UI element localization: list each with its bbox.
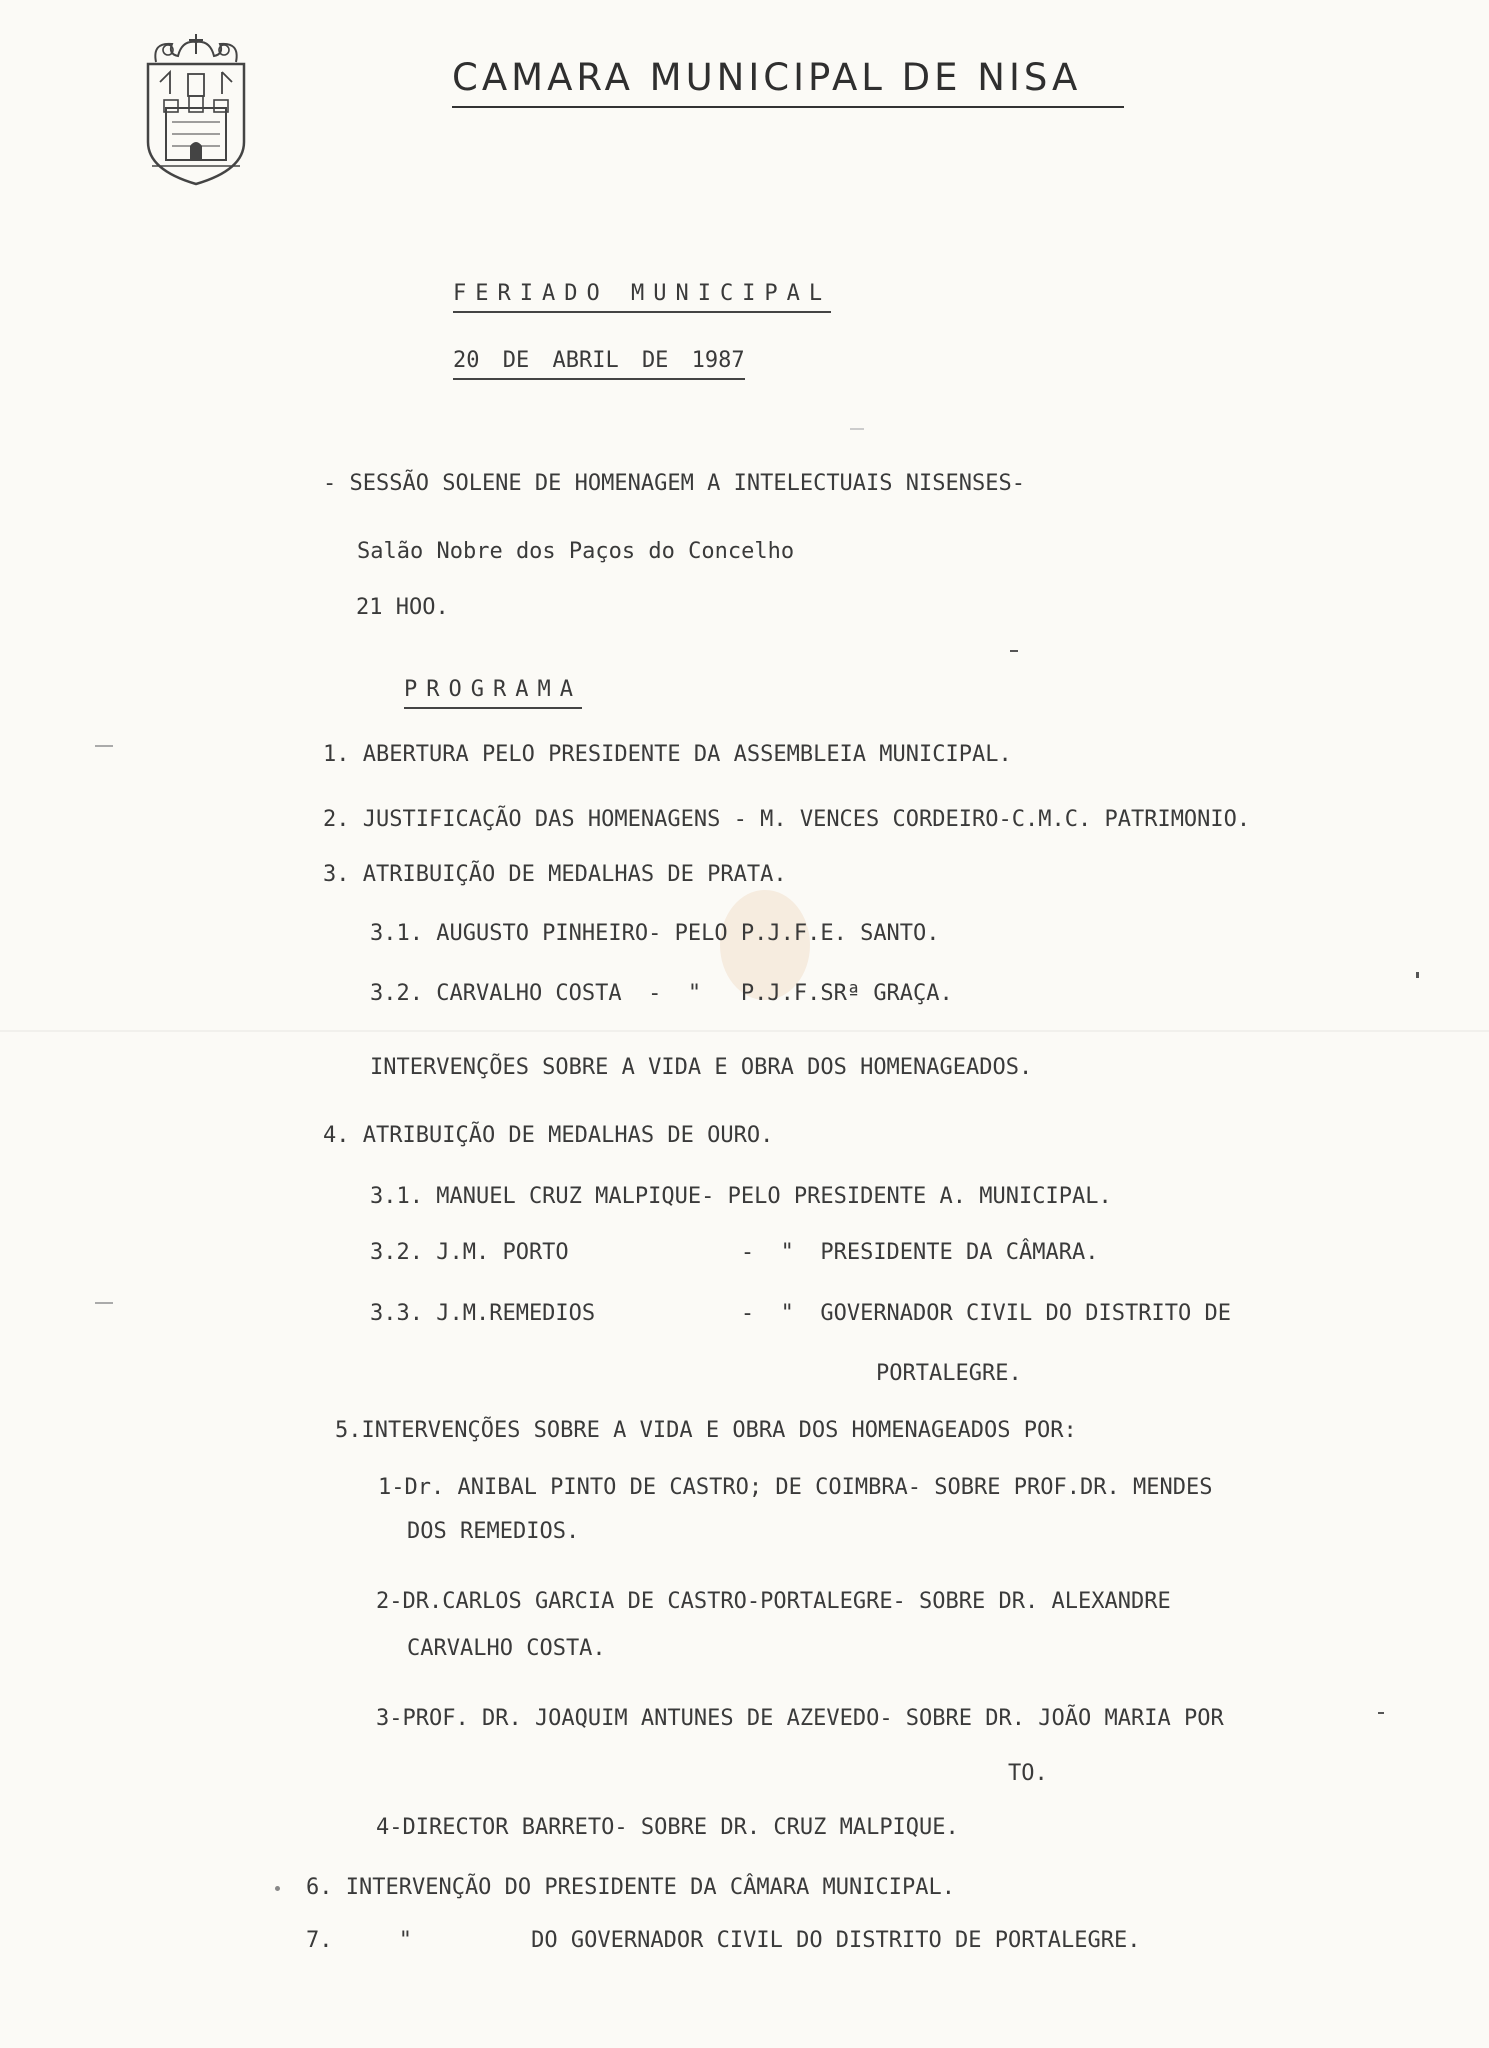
programa-line: 2. JUSTIFICAÇÃO DAS HOMENAGENS - M. VENCES CORDEIRO-C.M.C. PATRIMONIO. <box>323 807 1251 832</box>
programa-line: DOS REMEDIOS. <box>407 1519 580 1544</box>
programa-line: PORTALEGRE. <box>876 1361 1022 1386</box>
programa-line: 5.INTERVENÇÕES SOBRE A VIDA E OBRA DOS HOMENAGEADOS POR: <box>335 1418 1077 1443</box>
programa-line: TO. <box>1008 1761 1048 1786</box>
programa-line: 3.3. J.M.REMEDIOS - " GOVERNADOR CIVIL DO DISTRITO DE <box>370 1301 1231 1326</box>
programa-line: 1. ABERTURA PELO PRESIDENTE DA ASSEMBLEIA MUNICIPAL. <box>323 742 1012 767</box>
programa-line: 6. INTERVENÇÃO DO PRESIDENTE DA CÂMARA MUNICIPAL. <box>306 1875 956 1900</box>
programa-line: 3.2. J.M. PORTO - " PRESIDENTE DA CÂMARA. <box>370 1240 1099 1265</box>
session-title: - SESSÃO SOLENE DE HOMENAGEM A INTELECTUAIS NISENSES- <box>323 471 1025 496</box>
paper-fold <box>0 1030 1489 1032</box>
municipal-crest-icon <box>138 30 254 188</box>
ink-mark <box>95 745 113 747</box>
programa-line: 4. ATRIBUIÇÃO DE MEDALHAS DE OURO. <box>323 1123 774 1148</box>
letterhead-underline <box>452 106 1124 108</box>
programa-line: 3.2. CARVALHO COSTA - " P.J.F.SRª GRAÇA. <box>370 981 953 1006</box>
holiday-title: FERIADO MUNICIPAL <box>453 280 831 313</box>
session-time: 21 HOO. <box>356 595 449 620</box>
programa-line: 3. ATRIBUIÇÃO DE MEDALHAS DE PRATA. <box>323 862 787 887</box>
programa-line: 3.1. AUGUSTO PINHEIRO- PELO P.J.F.E. SANTO. <box>370 921 940 946</box>
ink-mark <box>1010 650 1018 652</box>
ink-mark <box>1378 1712 1384 1714</box>
programa-line: 3.1. MANUEL CRUZ MALPIQUE- PELO PRESIDENTE A. MUNICIPAL. <box>370 1184 1112 1209</box>
programa-line: 3-PROF. DR. JOAQUIM ANTUNES DE AZEVEDO- SOBRE DR. JOÃO MARIA POR <box>376 1706 1224 1731</box>
programa-line: 1-Dr. ANIBAL PINTO DE CASTRO; DE COIMBRA- SOBRE PROF.DR. MENDES <box>378 1475 1213 1500</box>
session-venue: Salão Nobre dos Paços do Concelho <box>357 539 795 564</box>
programa-line: INTERVENÇÕES SOBRE A VIDA E OBRA DOS HOMENAGEADOS. <box>370 1055 1033 1080</box>
programa-line: 2-DR.CARLOS GARCIA DE CASTRO-PORTALEGRE- SOBRE DR. ALEXANDRE <box>376 1589 1171 1614</box>
programa-line: 7. " DO GOVERNADOR CIVIL DO DISTRITO DE PORTALEGRE. <box>306 1928 1141 1953</box>
programa-line: 4-DIRECTOR BARRETO- SOBRE DR. CRUZ MALPIQUE. <box>376 1815 959 1840</box>
ink-mark <box>275 1886 280 1891</box>
programa-heading: PROGRAMA <box>404 676 582 709</box>
ink-mark <box>95 1302 113 1304</box>
programa-line: CARVALHO COSTA. <box>407 1636 606 1661</box>
ink-mark <box>850 428 864 430</box>
holiday-date: 20 DE ABRIL DE 1987 <box>453 347 745 380</box>
ink-mark <box>1416 972 1419 978</box>
letterhead-title: CAMARA MUNICIPAL DE NISA <box>452 56 1082 99</box>
